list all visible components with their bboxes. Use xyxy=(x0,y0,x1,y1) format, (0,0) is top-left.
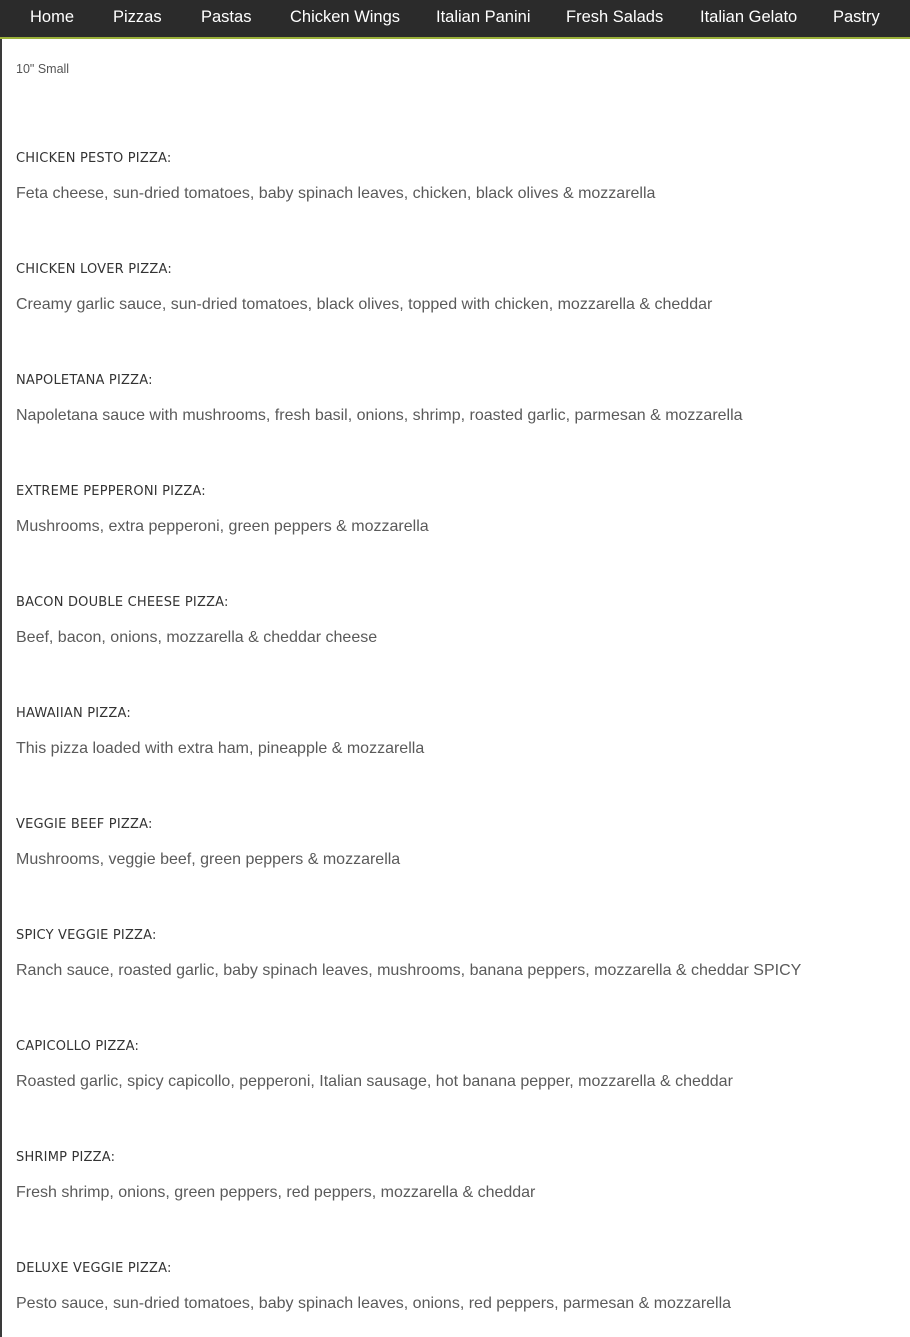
menu-item xyxy=(16,150,896,204)
menu-item-name: EXTREME PEPPERONI PIZZA: xyxy=(16,484,206,499)
menu-item-name: SHRIMP PIZZA: xyxy=(16,1150,116,1165)
menu-item-description: Beef, bacon, onions, mozzarella & cheddar cheese xyxy=(16,629,378,646)
menu-item-name: CHICKEN LOVER PIZZA: xyxy=(16,262,172,277)
nav-item-pastry[interactable]: Pastry xyxy=(833,8,880,26)
menu-item xyxy=(16,372,896,426)
nav-item-italian-gelato[interactable]: Italian Gelato xyxy=(700,8,798,26)
menu-item-name: CHICKEN PESTO PIZZA: xyxy=(16,151,172,166)
nav-item-pastas[interactable]: Pastas xyxy=(201,8,252,26)
menu-item-name: HAWAIIAN PIZZA: xyxy=(16,706,131,721)
menu-item-name: NAPOLETANA PIZZA: xyxy=(16,373,153,388)
main-navigation-bar xyxy=(0,0,910,39)
menu-item xyxy=(16,1149,896,1203)
menu-item-description: Roasted garlic, spicy capicollo, pepperoni, Italian sausage, hot banana pepper, mozzarella & cheddar xyxy=(16,1073,733,1090)
nav-item-fresh-salads[interactable]: Fresh Salads xyxy=(566,8,664,26)
menu-item-description: Fresh shrimp, onions, green peppers, red peppers, mozzarella & cheddar xyxy=(16,1184,536,1201)
menu-item-description: Mushrooms, extra pepperoni, green peppers & mozzarella xyxy=(16,518,429,535)
menu-item xyxy=(16,1038,896,1092)
menu-item-name: VEGGIE BEEF PIZZA: xyxy=(16,817,153,832)
pizza-size-label: 10" Small xyxy=(16,62,70,76)
page-left-border xyxy=(0,0,2,1337)
menu-item-name: SPICY VEGGIE PIZZA: xyxy=(16,928,157,943)
menu-item-description: Creamy garlic sauce, sun-dried tomatoes, black olives, topped with chicken, mozzarella & cheddar xyxy=(16,296,713,313)
menu-item-name: BACON DOUBLE CHEESE PIZZA: xyxy=(16,595,229,610)
menu-item xyxy=(16,1260,896,1314)
menu-item-name: DELUXE VEGGIE PIZZA: xyxy=(16,1261,172,1276)
menu-item-description: This pizza loaded with extra ham, pineapple & mozzarella xyxy=(16,740,425,757)
menu-item xyxy=(16,816,896,870)
menu-item-description: Mushrooms, veggie beef, green peppers & mozzarella xyxy=(16,851,401,868)
nav-item-chicken-wings[interactable]: Chicken Wings xyxy=(290,8,401,26)
menu-item xyxy=(16,483,896,537)
menu-item-description: Ranch sauce, roasted garlic, baby spinach leaves, mushrooms, banana peppers, mozzarella & cheddar SPICY xyxy=(16,962,802,979)
menu-item xyxy=(16,927,896,981)
nav-item-home[interactable]: Home xyxy=(30,8,75,26)
menu-item xyxy=(16,705,896,759)
menu-item-description: Napoletana sauce with mushrooms, fresh basil, onions, shrimp, roasted garlic, parmesan & mozzarella xyxy=(16,407,743,424)
menu-item xyxy=(16,261,896,315)
menu-item-name: CAPICOLLO PIZZA: xyxy=(16,1039,140,1054)
menu-item-description: Feta cheese, sun-dried tomatoes, baby spinach leaves, chicken, black olives & mozzarella xyxy=(16,185,656,202)
menu-item xyxy=(16,594,896,648)
menu-item-description: Pesto sauce, sun-dried tomatoes, baby spinach leaves, onions, red peppers, parmesan & mozzarella xyxy=(16,1295,732,1312)
nav-item-pizzas[interactable]: Pizzas xyxy=(113,8,162,26)
nav-item-italian-panini[interactable]: Italian Panini xyxy=(436,8,531,26)
